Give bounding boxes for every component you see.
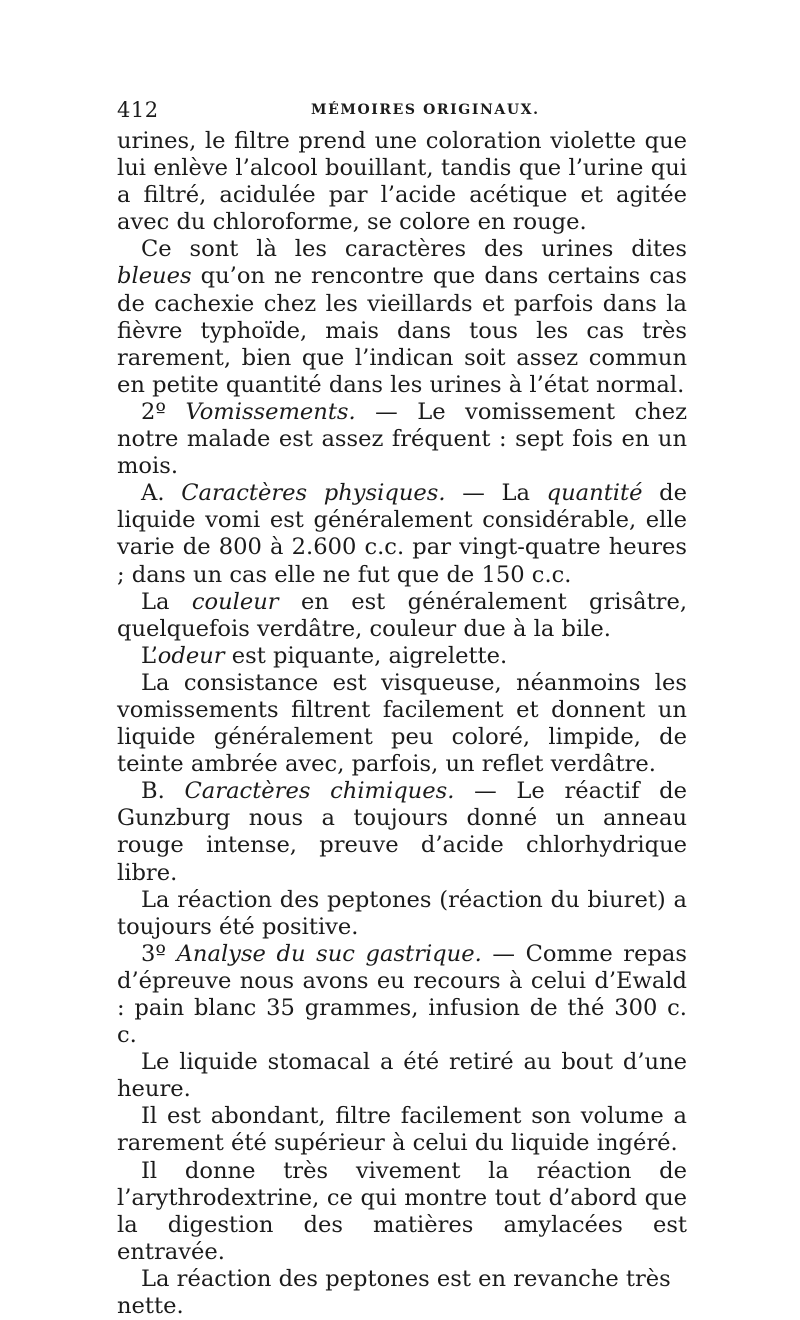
paragraph-consistance: [117, 670, 687, 778]
paragraph-blue-urines: [117, 236, 687, 399]
paragraph-urine-coloration: [117, 128, 687, 236]
section-heading: Vomissements.: [185, 398, 356, 425]
subsection-label: A.: [141, 480, 182, 507]
paragraph-text: Il est abondant, filtre facilement son volume a rarement été supérieur à celui du liquide ingéré.: [117, 1103, 687, 1157]
paragraph-text: de liquide vomi est généralement considérable, elle varie de 800 à 2.600 c.c. par vingt-quatre heures ; dans un cas elle ne fut que de 150 c.c.: [117, 480, 687, 588]
running-title: MÉMOIRES ORIGINAUX.: [311, 102, 540, 118]
subsection-heading: Caractères physiques.: [181, 480, 446, 507]
section-number: 3º: [141, 940, 177, 967]
section-heading: Analyse du suc gastrique.: [176, 940, 482, 967]
paragraph-text: — Comme repas d’épreuve nous avons eu recours à celui d’Ewald : pain blanc 35 grammes, infusion de thé 300 c. c.: [117, 940, 687, 1049]
paragraph-text: — Le vomissement chez notre malade est assez fréquent : sept fois en un mois.: [117, 398, 687, 480]
paragraph-text: La: [141, 588, 192, 615]
paragraph-text: Le liquide stomacal a été retiré au bout d’une heure.: [117, 1049, 687, 1103]
paragraph-text: Ce sont là les caractères des urines dites: [141, 236, 687, 263]
italic-term: quantité: [546, 480, 643, 507]
paragraph-liquide-stomacal: [117, 1049, 687, 1103]
paragraph-text: qu’on ne rencontre que dans certains cas de cachexie chez les vieillards et parfois dans la fièvre typhoïde, mais dans tous les cas très rarement, bien que l’indican soit assez commun en petite quantité dans les urines à l’état normal.: [117, 263, 687, 398]
paragraph-odeur: [117, 643, 687, 670]
italic-term: odeur: [157, 642, 225, 669]
paragraph-analyse-suc-gastrique: [117, 941, 687, 1049]
paragraph-text: L’: [141, 642, 158, 669]
page-number: 412: [117, 98, 159, 122]
italic-term: bleues: [117, 263, 192, 290]
paragraph-text: est piquante, aigrelette.: [224, 642, 508, 669]
italic-term: couleur: [191, 588, 279, 615]
paragraph-text: Il donne très vivement la réaction de l’arythrodextrine, ce qui montre tout d’abord que la digestion des matières amylacées est entravée.: [117, 1157, 687, 1265]
paragraph-text: La consistance est visqueuse, néanmoins les vomissements filtrent facilement et donnent un liquide généralement peu coloré, limpide, de teinte ambrée avec, parfois, un reflet verdâtre.: [117, 669, 687, 778]
subsection-heading: Caractères chimiques.: [184, 778, 455, 805]
body-text: [117, 128, 687, 1320]
paragraph-arythrodextrine: [117, 1158, 687, 1266]
page-header: [117, 98, 691, 126]
paragraph-text: en est généralement grisâtre, quelquefois verdâtre, couleur due à la bile.: [117, 588, 688, 642]
paragraph-peptones-nette: [117, 1266, 687, 1320]
subsection-label: B.: [141, 778, 185, 805]
paragraph-couleur: [117, 589, 687, 643]
paragraph-text: La réaction des peptones est en revanche très nette.: [117, 1265, 671, 1320]
paragraph-caracteres-physiques: [117, 480, 687, 588]
paragraph-vomissements: [117, 399, 687, 480]
paragraph-text: La réaction des peptones (réaction du biuret) a toujours été positive.: [117, 886, 687, 940]
paragraph-text: urines, le filtre prend une coloration violette que lui enlève l’alcool bouillant, tandis que l’urine qui a filtré, acidulée par l’acide acétique et agitée avec du chloroforme, se colore en rouge.: [117, 128, 687, 236]
paragraph-abondant: [117, 1103, 687, 1157]
paragraph-peptones-biuret: [117, 887, 687, 941]
section-number: 2º: [141, 398, 186, 425]
paragraph-caracteres-chimiques: [117, 778, 687, 886]
paragraph-text: — La: [445, 480, 547, 507]
paragraph-text: — Le réactif de Gunzburg nous a toujours donné un anneau rouge intense, preuve d’acide chlorhydrique libre.: [117, 778, 688, 886]
